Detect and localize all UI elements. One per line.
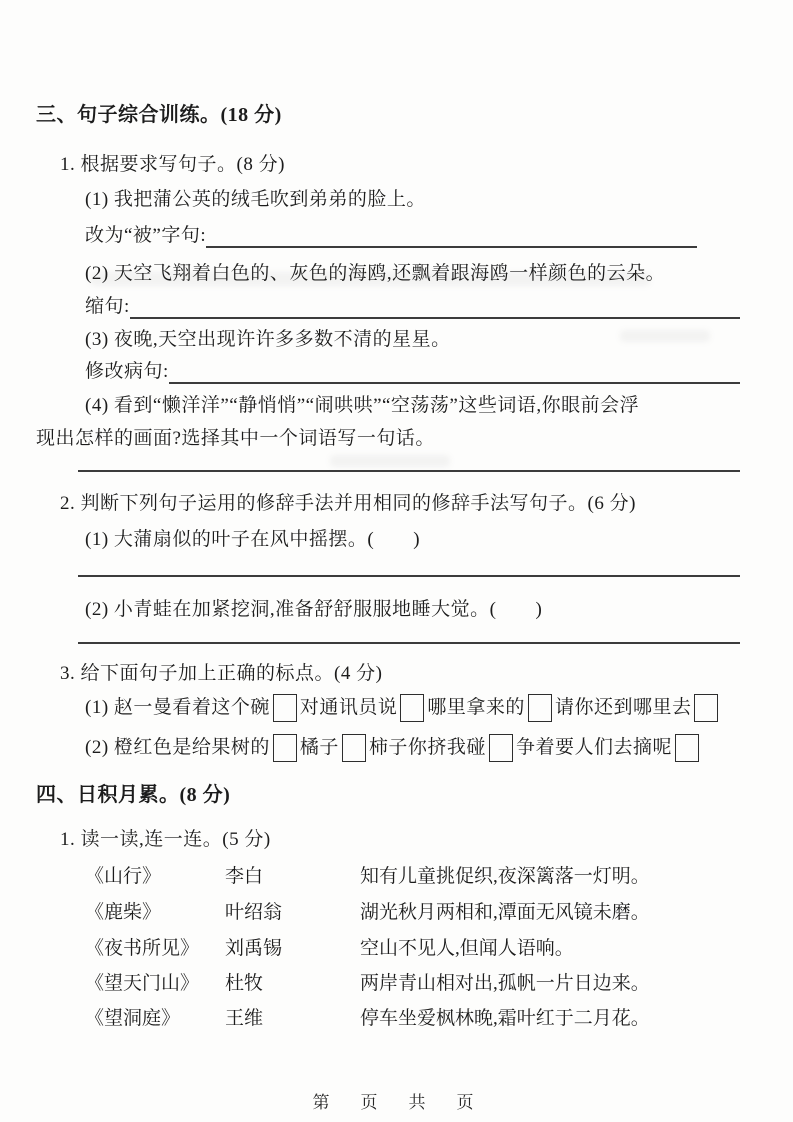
q3-sub1-punctuation-row <box>85 694 721 722</box>
q3-sub1-segment: 请你还到哪里去 <box>554 697 692 718</box>
poem-verse: 知有儿童挑促织,夜深篱落一灯明。 <box>360 866 650 887</box>
poem-title: 《山行》 <box>85 866 162 887</box>
q3-sub2-segment: 橘子 <box>299 737 339 758</box>
punctuation-box <box>675 734 699 762</box>
question-2-label: 2. 判断下列句子运用的修辞手法并用相同的修辞手法写句子。(6 分) <box>60 493 636 514</box>
q1-sub3-sentence: (3) 夜晚,天空出现许许多多数不清的星星。 <box>85 329 451 350</box>
answer-blank <box>130 297 740 319</box>
poem-verse: 空山不见人,但闻人语响。 <box>360 938 574 959</box>
q1-sub2-answer-row <box>85 295 740 319</box>
q3-sub1-segment: 对通讯员说 <box>299 697 398 718</box>
q1-sub2-prompt: 缩句: <box>85 296 130 317</box>
answer-blank-line <box>78 551 740 577</box>
q1-sub2-sentence: (2) 天空飞翔着白色的、灰色的海鸥,还飘着跟海鸥一样颜色的云朵。 <box>85 263 666 284</box>
answer-blank-line <box>78 618 740 644</box>
q3-sub1-segment: 哪里拿来的 <box>427 697 525 718</box>
poem-author: 叶绍翁 <box>225 902 283 923</box>
punctuation-box <box>273 694 297 722</box>
punctuation-box <box>400 694 424 722</box>
section-three-heading: 三、句子综合训练。(18 分) <box>36 104 282 126</box>
poem-author: 王维 <box>225 1008 264 1029</box>
section-four-heading: 四、日积月累。(8 分) <box>36 784 231 806</box>
poem-title: 《望洞庭》 <box>85 1008 181 1029</box>
q1-sub1-answer-row <box>85 224 697 248</box>
q3-sub2-segment: (2) 橙红色是给果树的 <box>85 737 270 758</box>
question-1-label: 1. 根据要求写句子。(8 分) <box>60 154 285 175</box>
q2-sub1-sentence: (1) 大蒲扇似的叶子在风中摇摆。( ) <box>85 529 421 550</box>
section-four-q1-label: 1. 读一读,连一连。(5 分) <box>60 829 271 850</box>
q1-sub3-prompt: 修改病句: <box>85 361 169 382</box>
punctuation-box <box>489 734 513 762</box>
poem-verse: 两岸青山相对出,孤帆一片日边来。 <box>360 973 650 994</box>
poem-verse: 湖光秋月两相和,潭面无风镜未磨。 <box>360 902 650 923</box>
q1-sub4-sentence-line1: (4) 看到“懒洋洋”“静悄悄”“闹哄哄”“空荡荡”这些词语,你眼前会浮 <box>85 395 640 416</box>
q3-sub1-segment: (1) 赵一曼看着这个碗 <box>85 697 270 718</box>
poem-author: 李白 <box>225 866 264 887</box>
answer-blank <box>169 362 740 384</box>
poem-author: 杜牧 <box>225 973 264 994</box>
answer-blank-line <box>78 446 740 472</box>
question-3-label: 3. 给下面句子加上正确的标点。(4 分) <box>60 663 383 684</box>
q2-sub2-sentence: (2) 小青蛙在加紧挖洞,准备舒舒服服地睡大觉。( ) <box>85 599 543 620</box>
punctuation-box <box>528 694 552 722</box>
q3-sub2-punctuation-row <box>85 734 702 762</box>
poem-verse: 停车坐爱枫林晚,霜叶红于二月花。 <box>360 1008 650 1029</box>
poem-title: 《望天门山》 <box>85 973 200 994</box>
q1-sub1-sentence: (1) 我把蒲公英的绒毛吹到弟弟的脸上。 <box>85 189 426 210</box>
page-footer: 第 页 共 页 <box>312 1093 481 1112</box>
q1-sub3-answer-row <box>85 360 740 384</box>
q3-sub2-segment: 争着要人们去摘呢 <box>515 737 672 758</box>
scan-artifact <box>620 330 710 342</box>
poem-title: 《夜书所见》 <box>85 938 200 959</box>
q3-sub2-segment: 柿子你挤我碰 <box>368 737 486 758</box>
answer-blank <box>206 226 697 248</box>
punctuation-box <box>342 734 366 762</box>
poem-title: 《鹿柴》 <box>85 902 162 923</box>
punctuation-box <box>273 734 297 762</box>
punctuation-box <box>694 694 718 722</box>
q1-sub4-sentence-line2: 现出怎样的画面?选择其中一个词语写一句话。 <box>36 428 435 449</box>
q1-sub1-prompt: 改为“被”字句: <box>85 225 207 246</box>
poem-author: 刘禹锡 <box>225 938 283 959</box>
